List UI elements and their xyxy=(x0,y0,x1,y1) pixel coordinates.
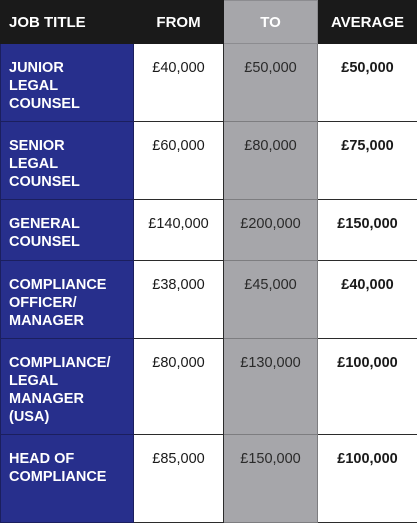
from-cell: £40,000 xyxy=(134,44,224,122)
job-title-line: MANAGER xyxy=(9,313,84,329)
from-cell: £85,000 xyxy=(134,435,224,523)
job-title-cell xyxy=(1,122,134,200)
average-cell: £50,000 xyxy=(318,44,417,122)
table-row xyxy=(1,44,417,122)
table-row xyxy=(1,200,417,261)
job-title-line: GENERAL xyxy=(9,216,80,232)
table-row xyxy=(1,261,417,339)
table-row xyxy=(1,122,417,200)
to-cell: £45,000 xyxy=(224,261,318,339)
job-title-line: LEGAL xyxy=(9,78,58,94)
job-title-cell xyxy=(1,44,134,122)
job-title-line: JUNIOR xyxy=(9,60,64,76)
job-title-line: LEGAL xyxy=(9,373,58,389)
job-title-line: COMPLIANCE/ xyxy=(9,355,111,371)
to-cell: £200,000 xyxy=(224,200,318,261)
job-title-line: MANAGER xyxy=(9,391,84,407)
job-title-line: COUNSEL xyxy=(9,174,80,190)
job-title-line: (USA) xyxy=(9,409,49,425)
table-body xyxy=(1,44,417,523)
header-job-title: JOB TITLE xyxy=(1,1,134,44)
average-cell: £150,000 xyxy=(318,200,417,261)
from-cell: £38,000 xyxy=(134,261,224,339)
to-cell: £50,000 xyxy=(224,44,318,122)
table-header xyxy=(1,1,417,44)
from-cell: £80,000 xyxy=(134,339,224,435)
table-row xyxy=(1,435,417,523)
job-title-line: OFFICER/ xyxy=(9,295,77,311)
job-title-line: HEAD OF xyxy=(9,451,74,467)
average-cell: £75,000 xyxy=(318,122,417,200)
job-title-line: COMPLIANCE xyxy=(9,469,106,485)
to-cell: £130,000 xyxy=(224,339,318,435)
from-cell: £60,000 xyxy=(134,122,224,200)
job-title-line: LEGAL xyxy=(9,156,58,172)
to-cell: £150,000 xyxy=(224,435,318,523)
header-to: TO xyxy=(224,1,318,44)
job-title-cell xyxy=(1,200,134,261)
header-from: FROM xyxy=(134,1,224,44)
job-title-cell xyxy=(1,435,134,523)
job-title-cell xyxy=(1,261,134,339)
to-cell: £80,000 xyxy=(224,122,318,200)
job-title-cell xyxy=(1,339,134,435)
average-cell: £40,000 xyxy=(318,261,417,339)
job-title-line: SENIOR xyxy=(9,138,65,154)
from-cell: £140,000 xyxy=(134,200,224,261)
average-cell: £100,000 xyxy=(318,435,417,523)
header-row xyxy=(1,1,417,44)
job-title-line: COUNSEL xyxy=(9,234,80,250)
job-title-line: COMPLIANCE xyxy=(9,277,106,293)
job-title-line: COUNSEL xyxy=(9,96,80,112)
average-cell: £100,000 xyxy=(318,339,417,435)
table-row xyxy=(1,339,417,435)
header-average: AVERAGE xyxy=(318,1,417,44)
